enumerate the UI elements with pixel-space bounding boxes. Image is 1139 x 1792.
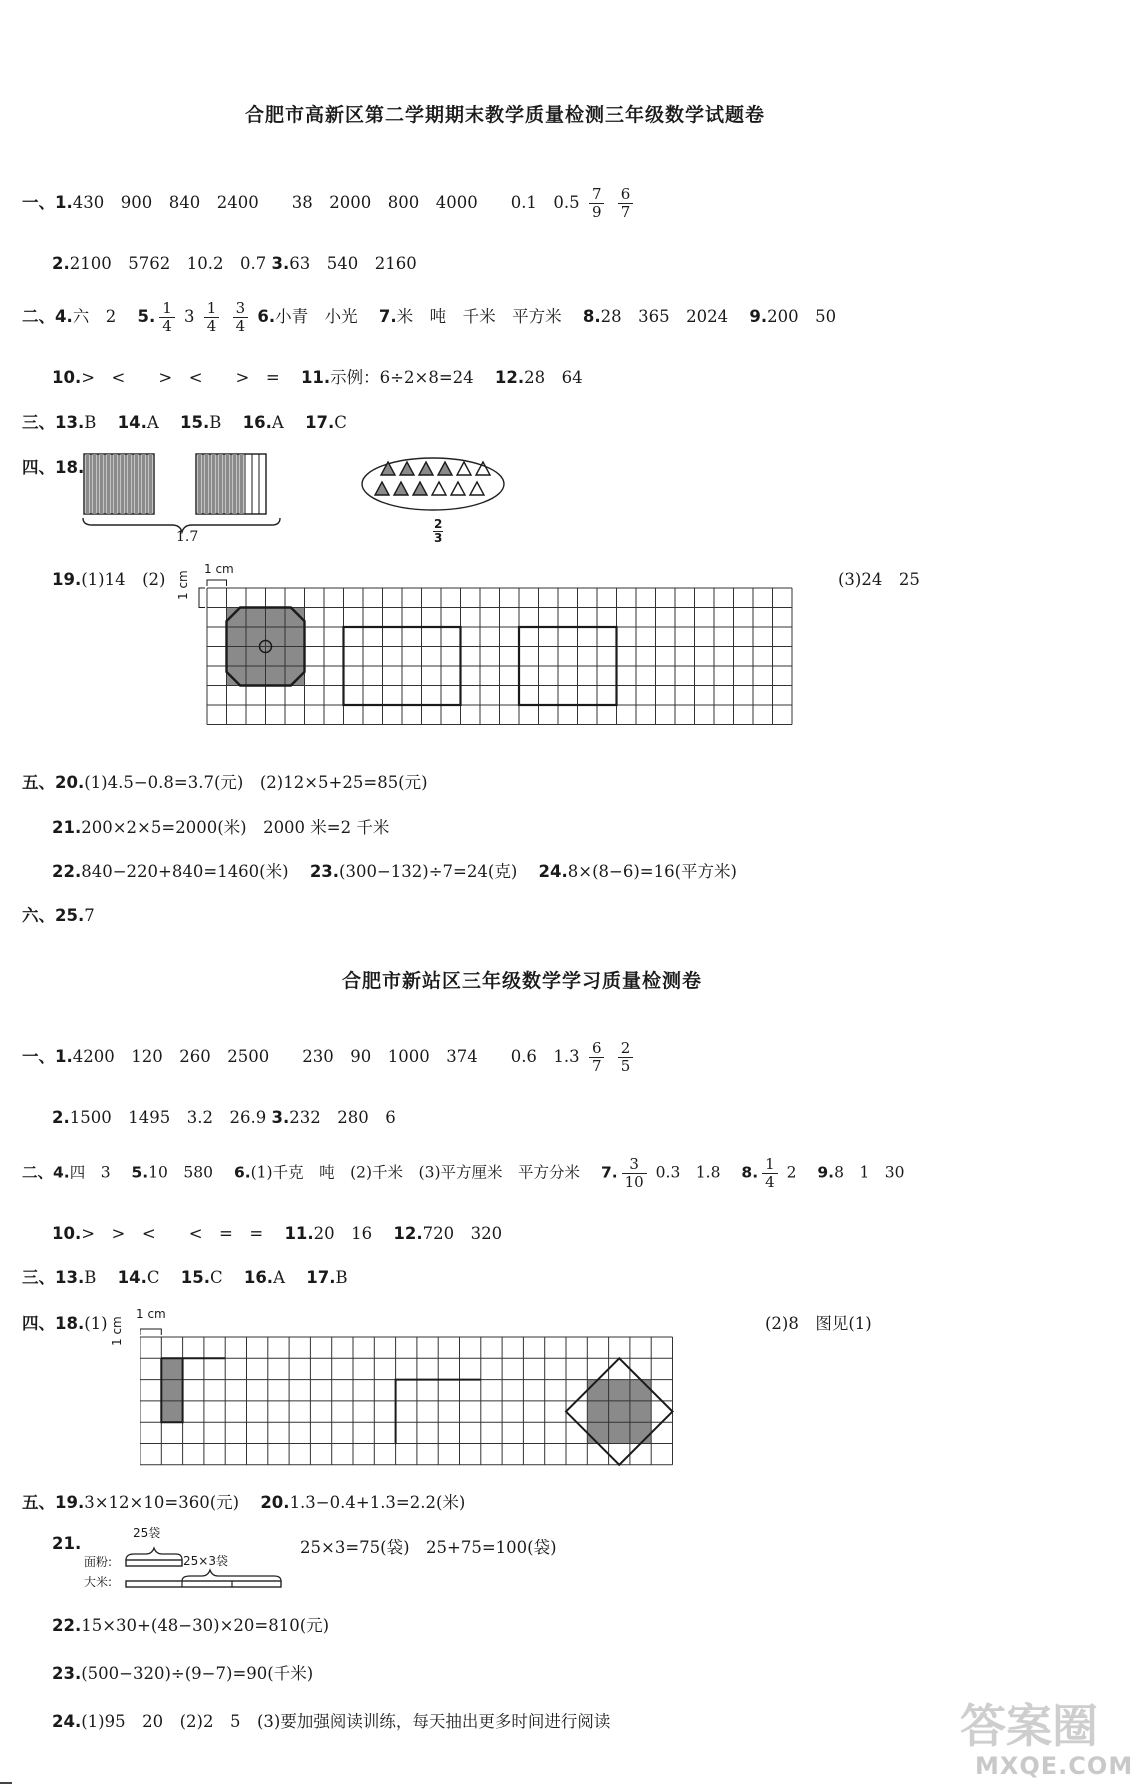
- shaded-cell: [227, 647, 247, 667]
- triangles: [375, 462, 490, 495]
- answer-text: (1)95 20 (2)2 5 (3)要加强阅读训练，每天抽出更多时间进行阅读: [81, 1712, 611, 1731]
- question-number: 20.: [260, 1493, 290, 1512]
- shaded-strip: [226, 454, 230, 514]
- answer-text: 六 2: [72, 307, 117, 326]
- answer-text: B: [84, 413, 97, 432]
- question-number: 五、20.: [22, 773, 85, 792]
- answer-line-21: [52, 1534, 81, 1553]
- denominator: 4: [206, 317, 217, 335]
- scale-label-vertical: 1 cm: [176, 570, 190, 600]
- question-number: 9.: [817, 1163, 835, 1182]
- fraction: [159, 300, 175, 335]
- scale-label-vertical: 1 cm: [110, 1316, 124, 1346]
- question-number: 6.: [233, 1163, 251, 1182]
- bar-model-figure: [80, 452, 285, 534]
- question-number: 12.: [393, 1224, 423, 1243]
- answer-text: (300−132)÷7=24(克): [339, 862, 518, 881]
- shaded-cell: [246, 627, 266, 647]
- answer-line-21: [52, 814, 389, 838]
- question-number: 23.: [52, 1664, 82, 1683]
- shaded-strip: [86, 454, 90, 514]
- numerator: 3: [233, 300, 249, 318]
- watermark-url: MXQE.COM: [975, 1752, 1134, 1780]
- scale-label: 1 cm: [204, 562, 234, 576]
- answer-line-4: [22, 1156, 905, 1191]
- fraction: [589, 186, 605, 221]
- fraction: [233, 300, 249, 335]
- question-number: 24.: [52, 1712, 82, 1731]
- question-number: 16.: [242, 413, 272, 432]
- answer-text: A: [146, 413, 159, 432]
- answer-text: (1)4.5−0.8=3.7(元) (2)12×5+25=85(元): [84, 773, 428, 792]
- question-number: 7.: [378, 307, 397, 326]
- answer-text: 63 540 2160: [289, 254, 417, 273]
- question-number: 15.: [180, 413, 210, 432]
- question-number: 6.: [257, 307, 276, 326]
- shaded-cell: [266, 666, 286, 686]
- denominator: 3: [434, 531, 443, 545]
- answer-line-22: [52, 858, 737, 882]
- denominator: 4: [162, 317, 172, 335]
- shaded-cell: [266, 627, 286, 647]
- answer-text: 15×30+(48−30)×20=810(元): [81, 1616, 330, 1635]
- flour-bar: [126, 1560, 182, 1566]
- answer-line-1: [22, 186, 637, 221]
- rice-bar: [126, 1581, 281, 1587]
- answer-text: C: [209, 1268, 223, 1287]
- grid-figure-2: [140, 1326, 755, 1486]
- denominator: 10: [624, 1173, 644, 1191]
- grid-figure-1: [195, 573, 820, 738]
- numerator: 7: [589, 186, 605, 204]
- answer-line-2: [52, 1104, 396, 1128]
- shaded-strip: [100, 454, 104, 514]
- answer-text: > < > < > =: [81, 368, 280, 387]
- question-number: 2.: [52, 254, 70, 273]
- answer-text: 200 50: [767, 307, 837, 326]
- answer-line-1: [22, 1040, 637, 1075]
- triangle: [419, 462, 433, 475]
- answer-text: 2: [786, 1163, 797, 1182]
- question-number: 一、1.: [22, 1047, 73, 1066]
- answer-text: 示例：6÷2×8=24: [330, 368, 474, 387]
- question-number: 3.: [271, 254, 290, 273]
- question-number: 四、18.: [22, 458, 85, 477]
- answer-text-right: (2)8 图见(1): [765, 1314, 872, 1333]
- triangle: [438, 462, 452, 475]
- question-number: 8.: [741, 1163, 759, 1182]
- answer-text: 3×12×10=360(元): [84, 1493, 240, 1512]
- answer-line-18: [22, 1310, 108, 1334]
- answer-text: 200×2×5=2000(米) 2000 米=2 千米: [81, 818, 390, 837]
- numerator: 2: [434, 517, 443, 531]
- question-number: 14.: [117, 1268, 147, 1287]
- answer-line-13: [22, 409, 347, 433]
- shaded-strip: [205, 454, 209, 514]
- shaded-cell: [246, 647, 266, 667]
- question-number: 22.: [52, 862, 82, 881]
- shaded-cell: [161, 1358, 182, 1379]
- triangle: [457, 462, 471, 475]
- question-number: 21.: [52, 1534, 82, 1553]
- scale-label: 1 cm: [136, 1307, 166, 1321]
- answer-text: 10 580: [148, 1163, 213, 1182]
- question-number: 11.: [300, 368, 331, 387]
- answer-text: 小青 小光: [275, 307, 358, 326]
- shaded-cell: [609, 1422, 630, 1443]
- triangle: [413, 482, 427, 495]
- section-title: 合肥市新站区三年级数学学习质量检测卷: [342, 970, 703, 992]
- shaded-strip: [135, 454, 139, 514]
- answer-text: 720 320: [422, 1224, 503, 1243]
- shaded-strip: [93, 454, 97, 514]
- rice-label: 大米:: [84, 1575, 113, 1589]
- shaded-strip: [233, 454, 237, 514]
- question-number: 17.: [306, 1268, 336, 1287]
- question-number: 7.: [600, 1163, 618, 1182]
- shaded-strip: [142, 454, 146, 514]
- answer-text: (1)千克 吨 (2)千米 (3)平方厘米 平方分米: [250, 1163, 580, 1182]
- denominator: 5: [620, 1057, 631, 1075]
- fraction: [762, 1156, 778, 1191]
- question-number: 8.: [582, 307, 601, 326]
- answer-text: C: [146, 1268, 160, 1287]
- question-number: 10.: [52, 1224, 82, 1243]
- question-number: 19.: [52, 570, 82, 589]
- triangle: [394, 482, 408, 495]
- answer-text: 430 900 840 2400 38 2000 800 4000 0.1 0.5: [72, 193, 580, 212]
- answer-line-2: [52, 250, 417, 274]
- question-number: 一、1.: [22, 193, 73, 212]
- answer-line-22: [52, 1612, 329, 1636]
- shaded-strip: [198, 454, 202, 514]
- answer-text: 3: [184, 307, 195, 326]
- flour-label: 面粉:: [84, 1555, 113, 1569]
- shaded-strip: [240, 454, 244, 514]
- numerator: 1: [762, 1156, 778, 1174]
- watermark-logo: 答案圈: [960, 1699, 1098, 1753]
- shaded-cell: [587, 1380, 608, 1401]
- shaded-cell: [285, 647, 305, 667]
- numerator: 3: [622, 1156, 647, 1174]
- answer-line-24: [52, 1708, 610, 1732]
- fraction: [204, 300, 220, 335]
- shaded-strip: [212, 454, 216, 514]
- answer-text: 2100 5762 10.2 0.7: [69, 254, 267, 273]
- answer-line-19: [52, 566, 165, 590]
- answer-text: 四 3: [69, 1163, 111, 1182]
- answer-text: 8×(8−6)=16(平方米): [567, 862, 737, 881]
- triangle: [451, 482, 465, 495]
- fraction: [618, 186, 634, 221]
- answer-line-4: [22, 300, 836, 335]
- denominator: 7: [620, 203, 631, 221]
- answer-text: > > < < = =: [81, 1224, 264, 1243]
- answer-line-18: [22, 454, 84, 478]
- numerator: 2: [618, 1040, 634, 1058]
- page-mark: [0, 1782, 12, 1784]
- answer-line-20: [22, 769, 428, 793]
- shaded-cell: [630, 1401, 651, 1422]
- answer-text: 1.3−0.4+1.3=2.2(米): [289, 1493, 466, 1512]
- triangle-ellipse-figure: [358, 455, 508, 515]
- answer-text: C: [334, 413, 347, 432]
- answer-text: 28 365 2024: [600, 307, 729, 326]
- shaded-cell: [161, 1380, 182, 1401]
- fraction-label: [433, 518, 443, 545]
- shaded-cell: [609, 1401, 630, 1422]
- triangle: [432, 482, 446, 495]
- question-number: 12.: [494, 368, 525, 387]
- answer-line-19: [22, 1489, 465, 1513]
- shaded-cell: [246, 608, 266, 628]
- answer-text: (500−320)÷(9−7)=90(千米): [81, 1664, 314, 1683]
- answer-text: 8 1 30: [834, 1163, 905, 1182]
- question-number: 17.: [305, 413, 335, 432]
- segment-label-mid: 25×3袋: [183, 1554, 228, 1568]
- answer-text: 232 280 6: [289, 1108, 396, 1127]
- answer-line-10: [52, 364, 583, 388]
- question-number: 10.: [52, 368, 82, 387]
- numerator: 1: [159, 300, 175, 318]
- segment-label-top: 25袋: [133, 1526, 161, 1540]
- shaded-strip: [149, 454, 153, 514]
- shaded-cell: [587, 1422, 608, 1443]
- answer-text: A: [271, 413, 284, 432]
- shaded-strip: [114, 454, 118, 514]
- answer-text: (1): [84, 1314, 108, 1333]
- shaded-strip: [107, 454, 111, 514]
- answer-text: 20 16: [313, 1224, 373, 1243]
- answer-text: 1500 1495 3.2 26.9: [69, 1108, 267, 1127]
- denominator: 4: [765, 1173, 775, 1191]
- fraction: [589, 1040, 605, 1075]
- fraction: [622, 1156, 647, 1191]
- answer-text: B: [335, 1268, 348, 1287]
- question-number: 22.: [52, 1616, 82, 1635]
- triangle: [470, 482, 484, 495]
- question-number: 14.: [117, 413, 147, 432]
- denominator: 7: [591, 1057, 602, 1075]
- answer-text: 7: [84, 906, 95, 925]
- question-number: 三、13.: [22, 413, 85, 432]
- denominator: 9: [591, 203, 602, 221]
- question-number: 15.: [180, 1268, 210, 1287]
- answer-line-23: [52, 1660, 313, 1684]
- question-number: 9.: [749, 307, 768, 326]
- answer-text: B: [84, 1268, 97, 1287]
- shaded-cell: [161, 1401, 182, 1422]
- question-number: 三、13.: [22, 1268, 85, 1287]
- scale-bracket: [207, 580, 227, 586]
- shaded-strip: [128, 454, 132, 514]
- question-number: 2.: [52, 1108, 70, 1127]
- triangle: [375, 482, 389, 495]
- scale-bracket: [199, 588, 205, 608]
- question-number: 23.: [309, 862, 340, 881]
- triangle: [381, 462, 395, 475]
- triangle: [400, 462, 414, 475]
- answer-text: A: [273, 1268, 285, 1287]
- question-number: 五、19.: [22, 1493, 85, 1512]
- shaded-cell: [227, 627, 247, 647]
- answer-line-13: [22, 1264, 348, 1288]
- shaded-cell: [630, 1422, 651, 1443]
- denominator: 4: [235, 317, 246, 335]
- answer-text: 25×3=75(袋) 25+75=100(袋): [300, 1538, 557, 1557]
- brace-label: 1.7: [176, 529, 199, 545]
- numerator: 6: [589, 1040, 605, 1058]
- question-number: 四、18.: [22, 1314, 85, 1333]
- question-number: 16.: [243, 1268, 274, 1287]
- answer-line-25: [22, 902, 95, 926]
- question-number: 二、4.: [22, 1163, 70, 1182]
- answer-text: (1)14 (2): [81, 570, 166, 589]
- question-number: 5.: [137, 307, 156, 326]
- top-brace: [126, 1548, 182, 1560]
- answer-text: 米 吨 千米 平方米: [396, 307, 562, 326]
- shaded-cell: [266, 647, 286, 667]
- shaded-cell: [266, 608, 286, 628]
- shaded-cell: [587, 1401, 608, 1422]
- question-number: 11.: [284, 1224, 314, 1243]
- shaded-cell: [609, 1380, 630, 1401]
- question-number: 5.: [131, 1163, 149, 1182]
- answer-line-10: [52, 1220, 502, 1244]
- answer-text: B: [209, 413, 222, 432]
- answer-text: 4200 120 260 2500 230 90 1000 374 0.6 1.3: [72, 1047, 580, 1066]
- answer-text: 0.3 1.8: [655, 1163, 721, 1182]
- question-number: 六、25.: [22, 906, 85, 925]
- bottom-brace: [182, 1570, 281, 1581]
- shaded-cell: [285, 627, 305, 647]
- scale-bracket: [140, 1329, 161, 1335]
- fraction: [618, 1040, 634, 1075]
- answer-text: 840−220+840=1460(米): [81, 862, 289, 881]
- shaded-strip: [121, 454, 125, 514]
- shaded-cell: [246, 666, 266, 686]
- answer-text: 28 64: [524, 368, 583, 387]
- answer-text-right: (3)24 25: [838, 570, 920, 589]
- question-number: 24.: [538, 862, 568, 881]
- question-number: 二、4.: [22, 307, 73, 326]
- section-title: 合肥市高新区第二学期期末教学质量检测三年级数学试题卷: [245, 104, 766, 126]
- bar-strips: [84, 454, 266, 514]
- segment-diagram: [120, 1538, 285, 1590]
- numerator: 1: [204, 300, 220, 318]
- shaded-strip: [219, 454, 223, 514]
- question-number: 21.: [52, 818, 82, 837]
- question-number: 3.: [271, 1108, 290, 1127]
- numerator: 6: [618, 186, 634, 204]
- shaded-cell: [630, 1380, 651, 1401]
